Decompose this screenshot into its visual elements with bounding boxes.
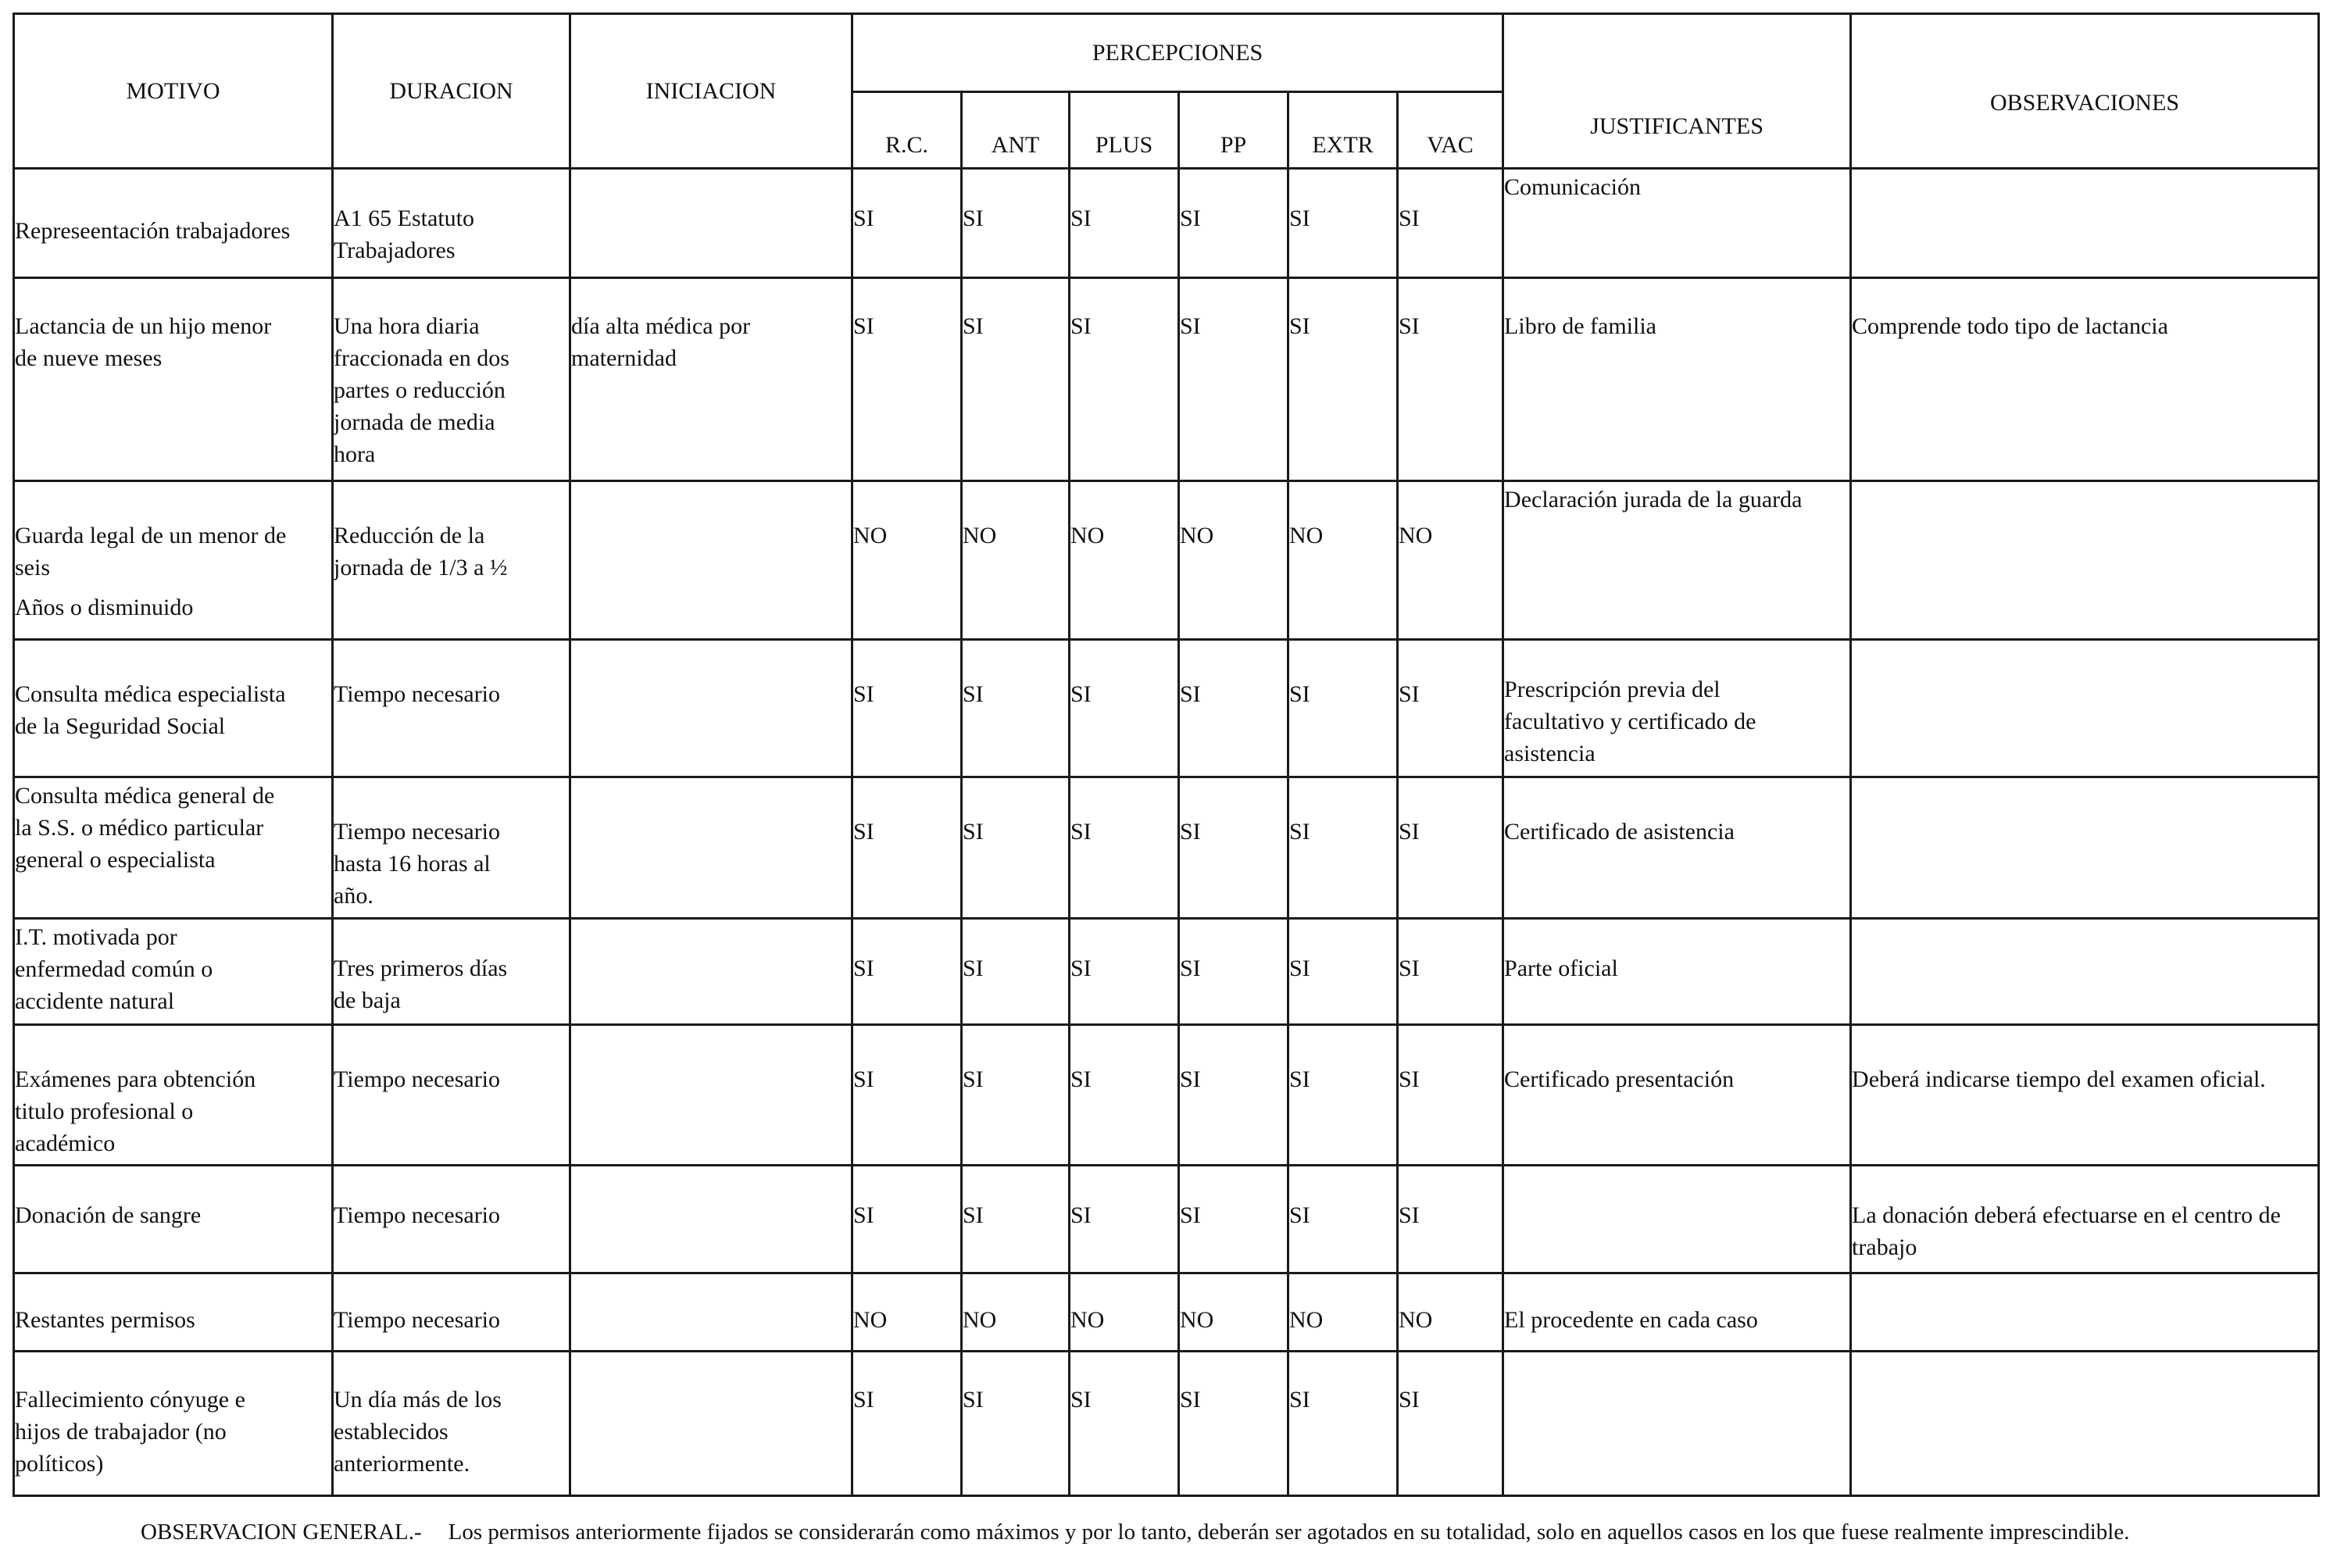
- motivo-cell: [14, 169, 333, 278]
- cell-line: maternidad: [571, 345, 677, 372]
- cell-line: año.: [334, 883, 373, 909]
- percepcion-ant-cell: SI: [962, 169, 1070, 278]
- percepcion-ant-cell: NO: [962, 481, 1070, 640]
- cell-line: Un día más de los: [334, 1386, 502, 1413]
- header-duracion: DURACION: [333, 14, 570, 169]
- percepcion-plus-cell: NO: [1070, 1273, 1179, 1351]
- percepcion-extr-cell: SI: [1288, 1024, 1398, 1165]
- observaciones-cell: [1851, 1165, 2319, 1273]
- percepcion-vac-cell: SI: [1398, 918, 1503, 1024]
- cell-line: Represeentación trabajadores: [15, 218, 291, 244]
- cell-line: accidente natural: [15, 988, 175, 1014]
- table-row: [14, 1273, 2319, 1351]
- cell-line: Tiempo necesario: [334, 1306, 501, 1333]
- percepcion-rc-cell: SI: [852, 1351, 962, 1495]
- percepcion-pp-cell: NO: [1179, 481, 1288, 640]
- cell-line: académico: [15, 1130, 116, 1156]
- motivo-cell: [14, 1351, 333, 1495]
- cell-line: Certificado de asistencia: [1504, 819, 1735, 845]
- cell-line: Tres primeros días: [334, 955, 508, 981]
- cell-line: Lactancia de un hijo menor: [15, 313, 272, 340]
- percepcion-plus-cell: SI: [1070, 278, 1179, 481]
- table-row: [14, 918, 2319, 1024]
- motivo-cell: [14, 1165, 333, 1273]
- iniciacion-cell: [570, 481, 852, 640]
- cell-line: enfermedad común o: [15, 955, 213, 982]
- motivo-cell: [14, 777, 333, 918]
- percepcion-ant-cell: SI: [962, 1165, 1070, 1273]
- table-row: [14, 777, 2319, 918]
- justificantes-cell: [1503, 481, 1851, 640]
- cell-line: partes o reducción: [334, 377, 506, 404]
- observaciones-cell: [1851, 481, 2319, 640]
- cell-line: Exámenes para obtención: [15, 1066, 256, 1092]
- cell-line: anteriormente.: [334, 1450, 470, 1477]
- percepcion-vac-cell: NO: [1398, 481, 1503, 640]
- cell-line: titulo profesional o: [15, 1098, 194, 1124]
- header-extr: EXTR: [1288, 92, 1398, 169]
- percepcion-pp-cell: SI: [1179, 169, 1288, 278]
- percepcion-plus-cell: NO: [1070, 481, 1179, 640]
- cell-line: Consulta médica especialista: [15, 681, 286, 708]
- percepcion-rc-cell: SI: [852, 169, 962, 278]
- cell-line: la S.S. o médico particular: [15, 815, 264, 841]
- cell-line: Tiempo necesario: [334, 1066, 501, 1092]
- percepcion-plus-cell: SI: [1070, 918, 1179, 1024]
- cell-line: Libro de familia: [1504, 313, 1656, 340]
- cell-line: Donación de sangre: [15, 1202, 202, 1228]
- cell-line: trabajo: [1852, 1234, 1917, 1260]
- iniciacion-cell: [570, 1165, 852, 1273]
- percepcion-pp-cell: SI: [1179, 278, 1288, 481]
- iniciacion-cell: [570, 1351, 852, 1495]
- cell-line: jornada de media: [334, 409, 495, 436]
- percepcion-extr-cell: NO: [1288, 481, 1398, 640]
- motivo-cell: [14, 1273, 333, 1351]
- cell-line: Consulta médica general de: [15, 783, 275, 809]
- percepcion-vac-cell: NO: [1398, 1273, 1503, 1351]
- percepcion-rc-cell: SI: [852, 777, 962, 918]
- motivo-cell: [14, 481, 333, 640]
- motivo-cell: [14, 278, 333, 481]
- cell-line: día alta médica por: [571, 313, 751, 340]
- observaciones-cell: [1851, 1351, 2319, 1495]
- cell-line: de la Seguridad Social: [15, 713, 226, 740]
- justificantes-cell: [1503, 1165, 1851, 1273]
- percepcion-ant-cell: SI: [962, 777, 1070, 918]
- header-observaciones: OBSERVACIONES: [1851, 14, 2319, 169]
- percepcion-extr-cell: SI: [1288, 640, 1398, 777]
- table-row: [14, 640, 2319, 777]
- percepcion-plus-cell: SI: [1070, 169, 1179, 278]
- observaciones-cell: [1851, 1024, 2319, 1165]
- header-motivo: MOTIVO: [14, 14, 333, 169]
- header-plus: PLUS: [1070, 92, 1179, 169]
- percepcion-vac-cell: SI: [1398, 1024, 1503, 1165]
- header-percepciones: PERCEPCIONES: [852, 14, 1503, 92]
- justificantes-cell: [1503, 777, 1851, 918]
- observaciones-cell: [1851, 278, 2319, 481]
- justificantes-cell: [1503, 169, 1851, 278]
- general-observation-label: OBSERVACION GENERAL.-: [141, 1520, 422, 1545]
- cell-line: Restantes permisos: [15, 1306, 195, 1333]
- percepcion-extr-cell: SI: [1288, 1351, 1398, 1495]
- cell-line: Comunicación: [1504, 174, 1642, 200]
- table-row: [14, 278, 2319, 481]
- duracion-cell: [333, 1351, 570, 1495]
- iniciacion-cell: [570, 1024, 852, 1165]
- motivo-cell: [14, 640, 333, 777]
- cell-line: Certificado presentación: [1504, 1066, 1735, 1092]
- table-row: [14, 1165, 2319, 1273]
- percepcion-extr-cell: SI: [1288, 777, 1398, 918]
- header-iniciacion: INICIACION: [570, 14, 852, 169]
- header-pp: PP: [1179, 92, 1288, 169]
- duracion-cell: [333, 1024, 570, 1165]
- percepcion-vac-cell: SI: [1398, 169, 1503, 278]
- percepcion-vac-cell: SI: [1398, 278, 1503, 481]
- percepcion-rc-cell: NO: [852, 1273, 962, 1351]
- percepcion-vac-cell: SI: [1398, 1165, 1503, 1273]
- cell-line: general o especialista: [15, 847, 216, 873]
- iniciacion-cell: [570, 918, 852, 1024]
- observaciones-cell: [1851, 777, 2319, 918]
- percepcion-pp-cell: SI: [1179, 1165, 1288, 1273]
- cell-line: hasta 16 horas al: [334, 851, 491, 877]
- cell-line: asistencia: [1504, 741, 1596, 767]
- justificantes-cell: [1503, 640, 1851, 777]
- cell-line: Parte oficial: [1504, 955, 1618, 981]
- percepcion-rc-cell: SI: [852, 640, 962, 777]
- percepcion-ant-cell: SI: [962, 640, 1070, 777]
- general-observation-text: Los permisos anteriormente fijados se considerarán como máximos y por lo tanto, deberán ser agotados en su totalidad, solo en aquellos casos en los que fuese realmente imprescindible.: [448, 1520, 2130, 1545]
- duracion-cell: [333, 278, 570, 481]
- header-justificantes: JUSTIFICANTES: [1503, 14, 1851, 169]
- duracion-cell: [333, 1165, 570, 1273]
- cell-line: Deberá indicarse tiempo del examen oficial.: [1852, 1066, 2266, 1092]
- table-row: [14, 481, 2319, 640]
- cell-line: Una hora diaria: [334, 313, 480, 340]
- percepcion-extr-cell: SI: [1288, 278, 1398, 481]
- percepcion-vac-cell: SI: [1398, 777, 1503, 918]
- iniciacion-cell: [570, 169, 852, 278]
- percepcion-pp-cell: SI: [1179, 640, 1288, 777]
- duracion-cell: [333, 169, 570, 278]
- cell-line: Tiempo necesario: [334, 681, 501, 708]
- cell-line: de nueve meses: [15, 345, 163, 372]
- cell-line: políticos): [15, 1450, 104, 1477]
- percepcion-extr-cell: SI: [1288, 169, 1398, 278]
- cell-line: jornada de 1/3 a ½: [334, 555, 508, 581]
- cell-line: fraccionada en dos: [334, 345, 509, 372]
- duracion-cell: [333, 918, 570, 1024]
- iniciacion-cell: [570, 777, 852, 918]
- justificantes-cell: [1503, 1024, 1851, 1165]
- cell-line: Años o disminuido: [15, 595, 194, 621]
- iniciacion-cell: [570, 1273, 852, 1351]
- cell-line: A1 65 Estatuto: [334, 205, 474, 231]
- percepcion-rc-cell: SI: [852, 1024, 962, 1165]
- percepcion-plus-cell: SI: [1070, 640, 1179, 777]
- percepcion-ant-cell: SI: [962, 278, 1070, 481]
- header-vac: VAC: [1398, 92, 1503, 169]
- percepcion-pp-cell: SI: [1179, 918, 1288, 1024]
- table-row: [14, 1351, 2319, 1495]
- cell-line: hijos de trabajador (no: [15, 1418, 227, 1445]
- cell-line: facultativo y certificado de: [1504, 709, 1756, 735]
- observaciones-cell: [1851, 169, 2319, 278]
- cell-line: hora: [334, 441, 376, 468]
- iniciacion-cell: [570, 640, 852, 777]
- header-ant: ANT: [962, 92, 1070, 169]
- percepcion-extr-cell: SI: [1288, 918, 1398, 1024]
- cell-line: Tiempo necesario: [334, 1202, 501, 1228]
- table-header: [14, 14, 2319, 169]
- justificantes-cell: [1503, 1351, 1851, 1495]
- duracion-cell: [333, 640, 570, 777]
- cell-line: Tiempo necesario: [334, 819, 501, 845]
- cell-line: Reducción de la: [334, 523, 485, 549]
- percepcion-ant-cell: NO: [962, 1273, 1070, 1351]
- observaciones-cell: [1851, 640, 2319, 777]
- iniciacion-cell: [570, 278, 852, 481]
- cell-line: El procedente en cada caso: [1504, 1306, 1758, 1333]
- cell-line: establecidos: [334, 1418, 448, 1445]
- duracion-cell: [333, 481, 570, 640]
- header-rc: R.C.: [852, 92, 962, 169]
- cell-line: de baja: [334, 987, 401, 1013]
- justificantes-cell: [1503, 278, 1851, 481]
- observaciones-cell: [1851, 918, 2319, 1024]
- percepcion-pp-cell: SI: [1179, 1351, 1288, 1495]
- percepcion-plus-cell: SI: [1070, 1024, 1179, 1165]
- table-row: [14, 1024, 2319, 1165]
- table-body: [14, 169, 2319, 1496]
- percepcion-rc-cell: SI: [852, 918, 962, 1024]
- cell-line: Fallecimiento cónyuge e: [15, 1386, 245, 1413]
- percepcion-rc-cell: SI: [852, 278, 962, 481]
- cell-line: Trabajadores: [334, 238, 456, 263]
- justificantes-cell: [1503, 1273, 1851, 1351]
- percepcion-rc-cell: SI: [852, 1165, 962, 1273]
- percepcion-ant-cell: SI: [962, 1024, 1070, 1165]
- percepcion-pp-cell: SI: [1179, 777, 1288, 918]
- duracion-cell: [333, 1273, 570, 1351]
- percepcion-vac-cell: SI: [1398, 640, 1503, 777]
- percepcion-vac-cell: SI: [1398, 1351, 1503, 1495]
- percepcion-pp-cell: SI: [1179, 1024, 1288, 1165]
- cell-line: Declaración jurada de la guarda: [1504, 487, 1803, 513]
- motivo-cell: [14, 918, 333, 1024]
- motivo-cell: [14, 1024, 333, 1165]
- percepcion-pp-cell: NO: [1179, 1273, 1288, 1351]
- duracion-cell: [333, 777, 570, 918]
- cell-line: Guarda legal de un menor de: [15, 523, 287, 549]
- observaciones-cell: [1851, 1273, 2319, 1351]
- percepcion-plus-cell: SI: [1070, 1165, 1179, 1273]
- percepcion-ant-cell: SI: [962, 1351, 1070, 1495]
- percepcion-rc-cell: NO: [852, 481, 962, 640]
- cell-line: Prescripción previa del: [1504, 677, 1721, 703]
- percepcion-plus-cell: SI: [1070, 1351, 1179, 1495]
- percepcion-extr-cell: NO: [1288, 1273, 1398, 1351]
- permissions-table: [13, 13, 2320, 1497]
- percepcion-extr-cell: SI: [1288, 1165, 1398, 1273]
- general-observation: [141, 1520, 2130, 1545]
- table-row: [14, 169, 2319, 278]
- justificantes-cell: [1503, 918, 1851, 1024]
- percepcion-plus-cell: SI: [1070, 777, 1179, 918]
- cell-line: seis: [15, 555, 50, 581]
- percepcion-ant-cell: SI: [962, 918, 1070, 1024]
- cell-line: La donación deberá efectuarse en el centro de: [1852, 1202, 2281, 1228]
- cell-line: Comprende todo tipo de lactancia: [1852, 313, 2168, 340]
- cell-line: I.T. motivada por: [15, 923, 177, 950]
